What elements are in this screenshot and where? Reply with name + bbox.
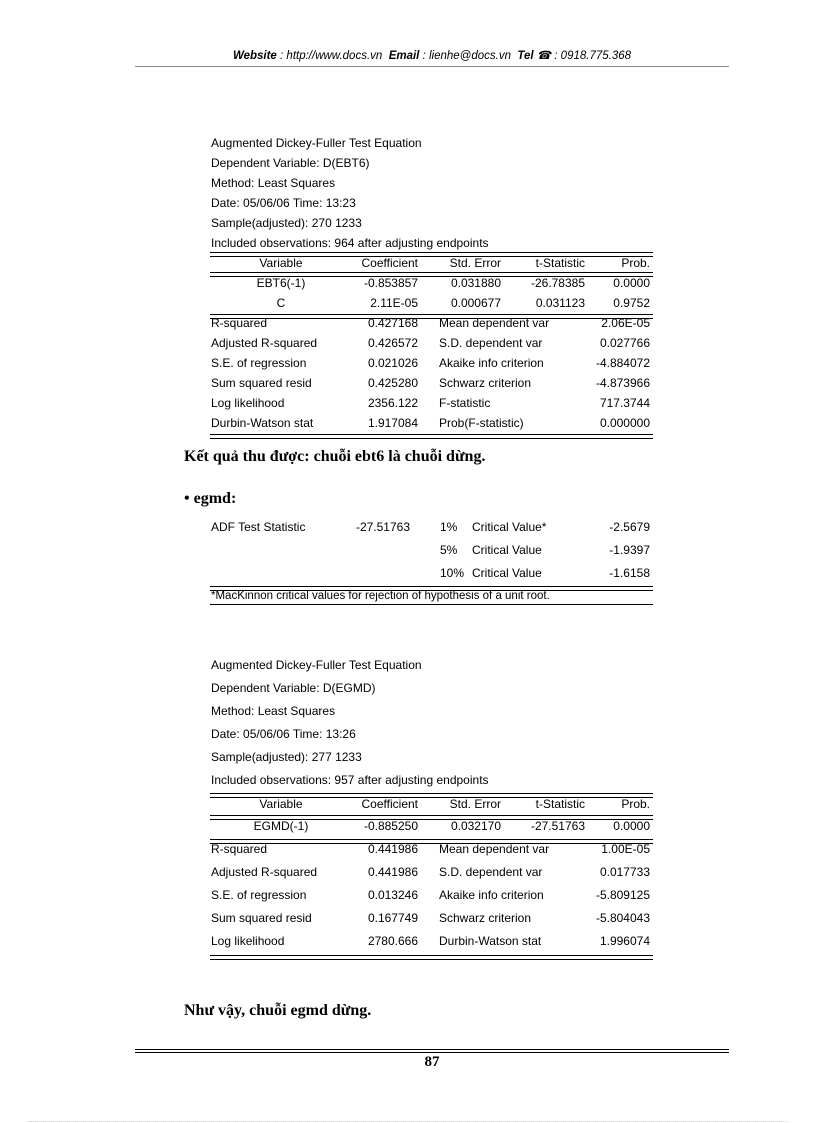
bullet-egmd — [184, 490, 236, 508]
footer-rule-bottom — [135, 1052, 729, 1053]
adf-level-label: Critical Value* — [472, 520, 547, 534]
stat-value: 0.000000 — [599, 416, 650, 430]
email-address: : lienhe@docs.vn — [422, 50, 511, 62]
eq1-col-coefficient: Coefficient — [361, 256, 418, 270]
email-label: Email — [388, 50, 420, 62]
stat-label: Log likelihood — [211, 396, 285, 410]
stat-value: 0.441986 — [367, 842, 418, 856]
website-url: : http://www.docs.vn — [280, 50, 383, 62]
stat-value: 0.425280 — [367, 376, 418, 390]
page-header — [135, 48, 729, 62]
adf-level-value: -1.6158 — [609, 566, 650, 580]
adf-level-value: -2.5679 — [609, 520, 650, 534]
stat-label: Durbin-Watson stat — [211, 416, 314, 430]
tel-number: : 0918.775.368 — [554, 50, 632, 62]
eq2-col-prob: Prob. — [621, 797, 650, 811]
table-row-variable: C — [276, 296, 286, 310]
table-cell: -0.853857 — [363, 276, 418, 290]
eq1-table — [210, 250, 653, 440]
stat-value: 1.00E-05 — [601, 842, 650, 856]
eq2-observations: Included observations: 957 after adjusting endpoints — [211, 773, 489, 787]
stat-value: 1.996074 — [599, 934, 650, 948]
stat-value: 0.426572 — [367, 336, 418, 350]
tel-label: Tel — [517, 50, 534, 62]
stat-value: 0.441986 — [367, 865, 418, 879]
bullet-icon: • — [184, 490, 190, 507]
adf-level: 1% — [440, 520, 458, 534]
table-cell: 0.000677 — [450, 296, 501, 310]
stat-label: Sum squared resid — [211, 376, 312, 390]
stat-value: 0.167749 — [367, 911, 418, 925]
bullet-label: egmd: — [193, 490, 237, 507]
footer-rule-top — [135, 1049, 729, 1050]
stat-label: Log likelihood — [211, 934, 285, 948]
result-ebt6: Kết quả thu được: chuỗi ebt6 là chuỗi dừng. — [184, 448, 486, 465]
table-row-variable: EBT6(-1) — [256, 276, 306, 290]
stat-value: 0.013246 — [367, 888, 418, 902]
stat-value: -5.809125 — [595, 888, 650, 902]
adf-label: ADF Test Statistic — [211, 520, 306, 534]
eq1-title: Augmented Dickey-Fuller Test Equation — [211, 136, 422, 150]
eq1-method: Method: Least Squares — [211, 176, 336, 190]
stat-label: S.D. dependent var — [439, 865, 543, 879]
stat-value: 2.06E-05 — [601, 316, 650, 330]
stat-label: Mean dependent var — [439, 842, 550, 856]
stat-label: Schwarz criterion — [439, 376, 532, 390]
adf-value: -27.51763 — [355, 520, 410, 534]
phone-icon: ☎ — [536, 50, 552, 62]
eq1-col-variable: Variable — [259, 256, 303, 270]
table-cell: 0.0000 — [613, 819, 650, 833]
stat-label: Adjusted R-squared — [211, 865, 318, 879]
stat-label: S.D. dependent var — [439, 336, 543, 350]
adf-footnote: *MacKinnon critical values for rejection of hypothesis of a unit root. — [211, 590, 550, 602]
eq2-table — [210, 791, 653, 963]
stat-label: Mean dependent var — [439, 316, 550, 330]
eq2-col-coefficient: Coefficient — [361, 797, 418, 811]
eq1-bottom-rule — [210, 434, 653, 439]
eq2-col-stderr: Std. Error — [449, 797, 501, 811]
table-cell: 0.0000 — [613, 276, 650, 290]
eq1-col-tstat: t-Statistic — [535, 256, 585, 270]
page-bottom-dots — [28, 1121, 788, 1122]
stat-label: Prob(F-statistic) — [439, 416, 524, 430]
stat-label: Akaike info criterion — [439, 888, 544, 902]
adf-table — [210, 518, 653, 608]
stat-value: 717.3744 — [599, 396, 650, 410]
stat-label: S.E. of regression — [211, 356, 307, 370]
website-label: Website — [232, 50, 277, 62]
stat-label: F-statistic — [439, 396, 491, 410]
adf-level: 5% — [440, 543, 458, 557]
stat-value: -4.884072 — [595, 356, 650, 370]
stat-value: 2356.122 — [367, 396, 418, 410]
stat-label: R-squared — [211, 316, 268, 330]
conclusion-text: Như vậy, chuỗi egmd dừng. — [184, 1002, 372, 1019]
page-number: 87 — [424, 1054, 440, 1070]
stat-value: 0.027766 — [599, 336, 650, 350]
stat-label: Schwarz criterion — [439, 911, 532, 925]
table-cell: -0.885250 — [363, 819, 418, 833]
stat-value: 0.021026 — [367, 356, 418, 370]
eq1-observations: Included observations: 964 after adjusting endpoints — [211, 236, 489, 250]
table-cell: 2.11E-05 — [370, 296, 418, 310]
stat-value: 2780.666 — [367, 934, 418, 948]
eq2-dependent: Dependent Variable: D(EGMD) — [211, 681, 376, 695]
eq2-col-tstat: t-Statistic — [535, 797, 585, 811]
table-cell: 0.032170 — [450, 819, 501, 833]
table-row-variable: EGMD(-1) — [253, 819, 309, 833]
table-cell: 0.9752 — [613, 296, 650, 310]
stat-label: Sum squared resid — [211, 911, 312, 925]
adf-bottom-rule — [210, 604, 653, 605]
eq1-date: Date: 05/06/06 Time: 13:23 — [211, 196, 356, 210]
stat-label: S.E. of regression — [211, 888, 307, 902]
table-cell: -27.51763 — [530, 819, 585, 833]
stat-value: -5.804043 — [595, 911, 650, 925]
stat-label: Akaike info criterion — [439, 356, 544, 370]
table-cell: -26.78385 — [530, 276, 585, 290]
adf-level: 10% — [440, 566, 465, 580]
eq2-date: Date: 05/06/06 Time: 13:26 — [211, 727, 356, 741]
eq2-sample: Sample(adjusted): 277 1233 — [211, 750, 362, 764]
stat-label: R-squared — [211, 842, 268, 856]
stat-value: -4.873966 — [595, 376, 650, 390]
header-rule — [135, 66, 729, 67]
stat-label: Adjusted R-squared — [211, 336, 318, 350]
eq2-bottom-rule — [210, 955, 653, 960]
eq2-title: Augmented Dickey-Fuller Test Equation — [211, 658, 422, 672]
adf-level-value: -1.9397 — [609, 543, 650, 557]
eq1-col-prob: Prob. — [621, 256, 650, 270]
eq2-method: Method: Least Squares — [211, 704, 336, 718]
adf-level-label: Critical Value — [472, 543, 542, 557]
stat-label: Durbin-Watson stat — [439, 934, 542, 948]
stat-value: 1.917084 — [367, 416, 418, 430]
table-cell: 0.031123 — [535, 296, 585, 310]
eq1-sample: Sample(adjusted): 270 1233 — [211, 216, 362, 230]
stat-value: 0.017733 — [599, 865, 650, 879]
eq2-col-variable: Variable — [259, 797, 303, 811]
table-cell: 0.031880 — [450, 276, 501, 290]
eq1-dependent: Dependent Variable: D(EBT6) — [211, 156, 370, 170]
eq1-col-stderr: Std. Error — [449, 256, 501, 270]
adf-level-label: Critical Value — [472, 566, 542, 580]
stat-value: 0.427168 — [367, 316, 418, 330]
